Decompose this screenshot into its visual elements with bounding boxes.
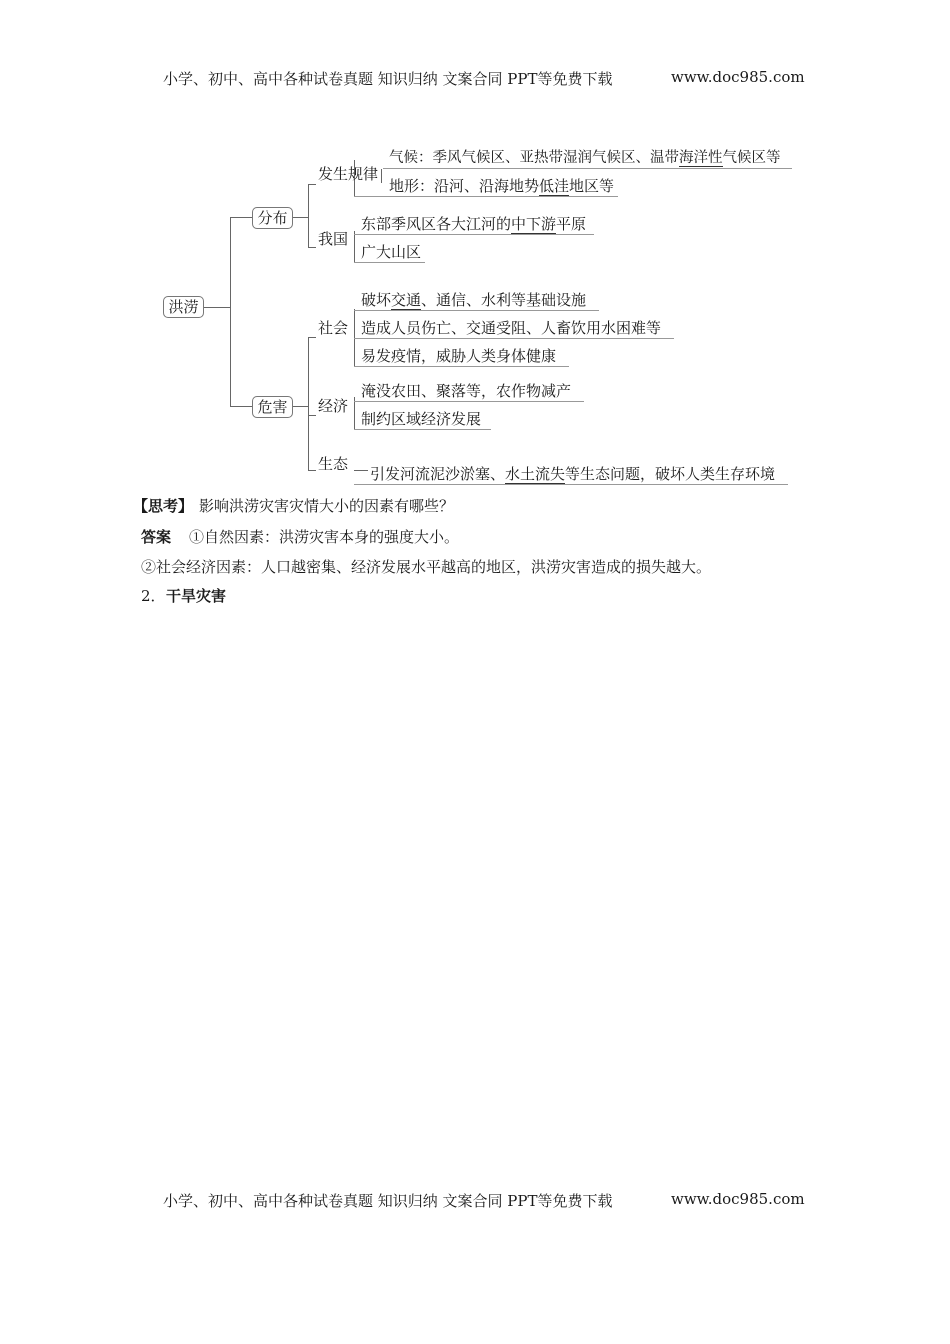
society-node: 社会 (318, 319, 349, 337)
society-leaf-2: 造成人员伤亡、交通受阻、人畜饮用水困难等 (361, 319, 662, 337)
root-node: 洪涝 (163, 296, 204, 318)
terrain-leaf: 地形：沿河、沿海地势低洼地区等 (389, 177, 615, 195)
china-leaf-2: 广大山区 (361, 243, 422, 261)
answer-text-2: ②社会经济因素：人口越密集、经济发展水平越高的地区，洪涝灾害造成的损失越大。 (141, 558, 712, 576)
harm-node: 危害 (252, 396, 293, 418)
society-leaf-1: 破坏交通、通信、水利等基础设施 (361, 291, 587, 309)
economy-leaf-1: 淹没农田、聚落等，农作物减产 (361, 382, 572, 400)
society-leaf-3: 易发疫情，威胁人类身体健康 (361, 347, 557, 365)
header-text: 小学、初中、高中各种试卷真题 知识归纳 文案合同 PPT等免费下载 (163, 70, 613, 88)
distribution-node: 分布 (252, 207, 293, 229)
answer-label: 答案 (141, 528, 172, 546)
economy-leaf-2: 制约区域经济发展 (361, 410, 482, 428)
section-number: 2． (141, 587, 166, 605)
section-title: 干旱灾害 (166, 587, 227, 605)
answer-text-1: ①自然因素：洪涝灾害本身的强度大小。 (189, 528, 460, 546)
think-text: 影响洪涝灾害灾情大小的因素有哪些？ (199, 497, 455, 515)
footer-text: 小学、初中、高中各种试卷真题 知识归纳 文案合同 PPT等免费下载 (163, 1192, 613, 1210)
think-tag: 【思考】 (133, 497, 194, 515)
economy-node: 经济 (318, 397, 349, 415)
header-website: www.doc985.com (671, 68, 805, 86)
ecology-node: 生态 (318, 455, 349, 473)
footer-website: www.doc985.com (671, 1190, 805, 1208)
climate-leaf: 气候：季风气候区、亚热带湿润气候区、温带海洋性气候区等 (389, 150, 781, 166)
china-leaf-1: 东部季风区各大江河的中下游平原 (361, 215, 587, 233)
china-node: 我国 (318, 230, 349, 248)
ecology-leaf-1: 引发河流泥沙淤塞、水土流失等生态问题，破坏人类生存环境 (370, 465, 776, 483)
rule-node: 发生规律 (318, 165, 379, 183)
